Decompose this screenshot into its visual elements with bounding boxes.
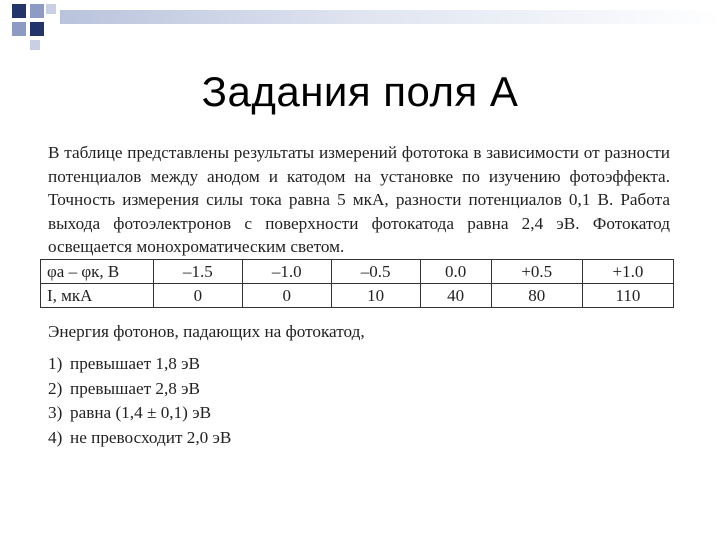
table-cell: –1.5: [154, 260, 243, 284]
table-cell: –0.5: [331, 260, 420, 284]
table-cell: 0: [154, 284, 243, 308]
decor-square-faint: [46, 4, 56, 14]
table-cell: 40: [420, 284, 491, 308]
question-text: Энергия фотонов, падающих на фотокатод,: [48, 322, 365, 341]
decor-square-light: [12, 22, 26, 36]
answer-option[interactable]: [48, 377, 231, 402]
slide-title: Задания поля А: [201, 68, 519, 115]
option-number: 1): [48, 354, 63, 373]
option-text: равна (1,4 ± 0,1) эВ: [70, 403, 212, 422]
option-number: 4): [48, 427, 63, 447]
option-number: 3): [48, 403, 63, 422]
answer-option[interactable]: [48, 426, 231, 451]
table-cell: 10: [331, 284, 420, 308]
decor-square-light: [30, 4, 44, 18]
table-row: [41, 284, 674, 308]
table-header-current: I, мкА: [41, 284, 154, 308]
table-cell: 80: [491, 284, 582, 308]
answer-option[interactable]: [48, 401, 231, 426]
option-number: 2): [48, 378, 63, 398]
table-cell: 0: [242, 284, 331, 308]
table-cell: 0.0: [420, 260, 491, 284]
decor-square-dark: [12, 4, 26, 18]
option-text: превышает 2,8 эВ: [70, 378, 201, 398]
answer-option[interactable]: [48, 352, 231, 377]
table-header-potential: φa – φк, В: [41, 260, 154, 284]
decor-square-faint: [30, 40, 40, 50]
table-cell: 110: [582, 284, 673, 308]
measurement-table: [40, 259, 674, 308]
problem-statement: В таблице представлены результаты измерений фототока в зависимости от разности потенциалов между анодом и катодом на установке по изучению фотоэффекта. Точность измерения силы тока равна 5 мкА, разности потенциалов 0,1 В. Работа выхода фотоэлектронов с поверхности фотокатода равна 2,4 эВ. Фотокатод освещается монохроматическим светом.: [48, 143, 670, 256]
decor-square-dark: [30, 22, 44, 36]
table-cell: +1.0: [582, 260, 673, 284]
option-text: превышает 1,8 эВ: [70, 354, 201, 373]
table-cell: +0.5: [491, 260, 582, 284]
title-gradient-bar: [60, 10, 720, 24]
table-cell: –1.0: [242, 260, 331, 284]
answer-options: [48, 352, 231, 450]
option-text: не превосходит 2,0 эВ: [70, 427, 232, 447]
table-row: [41, 260, 674, 284]
